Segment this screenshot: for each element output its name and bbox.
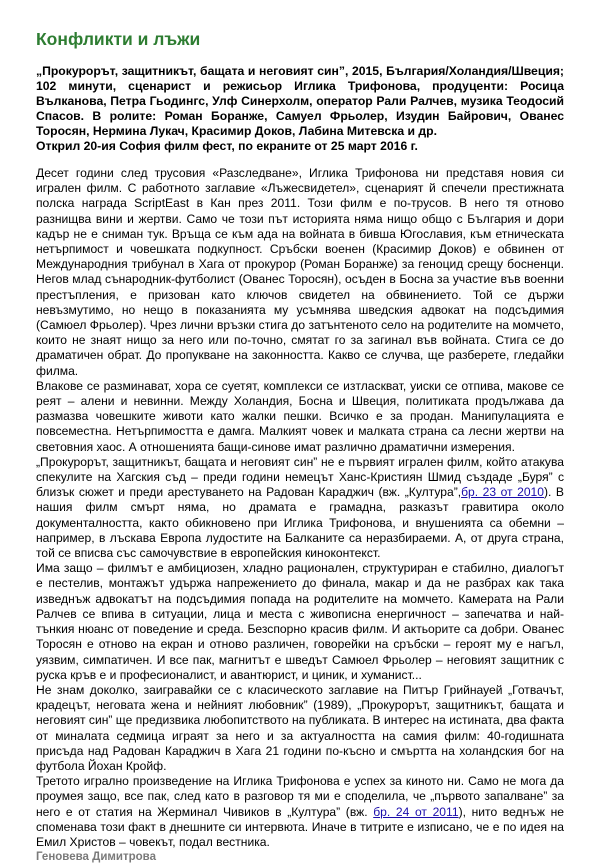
credits-details: „Прокурорът, защитникът, бащата и неговият син”, 2015, България/Холандия/Швеция; 102 минути, сценарист и режисьор Иглика Трифонова, продуценти: Росица Вълканова, Петра Гьодингс, Улф Синерхолм, оператор Рали Ралчев, музика Теодосий Спасов. В ролите: Роман Боранже, Самуел Фрьолер, Изудин Байрович, Ованес Торосян, Нермина Лукач, Красимир Доков, Лабина Митевска и др.: [36, 64, 564, 138]
paragraph-6-text-b: ), нито веднъж не споменава този факт в днешните си интервюта. Иначе в титрите е изписано, че е по идея на Емил Христов – човекът, подал вестника.: [36, 804, 564, 849]
article-title: Конфликти и лъжи: [36, 29, 201, 49]
paragraph-4: Има защо – филмът е амбициозен, хладно рационален, структуриран е стабилно, диалогът е пестелив, монтажът удържа напрежението до финала, макар и да не разбрах как така изведнъж адвокатът на подсъдимия попада на родителите на момчето. Камерата на Рали Ралчев се впива в ситуации, лица и места с живописна енергичност – запечатва и най-тънкия нюанс от поведение и среда. Безспорно красив филм. И актьорите са добри. Ованес Торосян е отново на екран и отново различен, говорейки на сръбски – героят му е нагъл, уязвим, симпатичен. И все пак, магнитът е шведът Самюел Фрьолер – неговият защитник с руска кръв е и професионалист, и авантюрист, и циник, и хуманист...: [36, 561, 564, 682]
paragraph-3-text-b: ). В нашия филм смърт няма, но драмата е грамадна, разказът гравитира около документалността, както обикновено при Иглика Трифонова, и внушенията са обемни – например, в лъскава Европа лудостите на Балканите са неразбираеми. А, от друга страна, той се вписва със самочувствие в европейския киноконтекст.: [36, 485, 564, 561]
paragraph-3: [36, 455, 564, 561]
issue-link-2010[interactable]: бр. 23 от 2010: [461, 485, 545, 500]
paragraph-6: [36, 774, 564, 850]
author-name: Геновева Димитрова: [36, 851, 156, 864]
credits-release: Открил 20-ия София филм фест, по екраните от 25 март 2016 г.: [36, 139, 418, 153]
issue-link-2011[interactable]: бр. 24 от 2011: [373, 804, 459, 819]
paragraph-1: Десет години след трусовия «Разследване», Иглика Трифонова ни представя новия си игрален филм. С работното заглавие «Лъжесвидетел», сценарият й спечели престижната полска награда ScriptEast в Кан през 2011. Този филм е по-трусов. В него тя отново разнищва вини и жертви. Само че този път историята няма нищо общо с България и дори кадър не е сниман тук. Връща се към ада на войната в бивша Югославия, към етническата нетърпимост и човешката подкупност. Сръбски военен (Красимир Доков) е обвинен от Международния трибунал в Хага от прокурор (Роман Боранже) за геноцид срещу босненци. Негов млад сънародник-футболист (Ованес Торосян), осъден в Босна за участие във военни престъпления, е призован като ключов свидетел на обвинението. Той се държи невъзмутимо, но нещо в показанията му усъмнява шведския адвокат на подсъдимия (Самюел Фрьолер). Чрез лични връзки стига до затънтеното село на родителите на момчето, които не знаят нищо за него или по-точно, смятат го за загинал във войната. Стига се до драматичен обрат. До пропукване на законността. Какво се случва, ще разберете, гледайки филма.: [36, 166, 564, 378]
paragraph-5: Не знам доколко, заигравайки се с класическото заглавие на Питър Грийнауей „Готвачът, крадецът, неговата жена и нейният любовник” (1989), „Прокурорът, защитникът, бащата и неговият син” ще предизвика любопитството на публиката. В интерес на истината, два факта от миналата седмица играят за него и за актуалността на самия филм: 40-годишната присъда над Радован Караджич в Хага 21 години по-късно и смъртта на холандския бог на футбола Йохан Кройф.: [36, 682, 564, 773]
paragraph-6-text-a: Третото игрално произведение на Иглика Трифонова е успех за киното ни. Само не мога да проумея защо, все пак, след като в разговор тя ми е споделила, че „първото запалване” за него е от статия на Жерминал Чивиков в „Култура” (вж.: [36, 774, 564, 819]
paragraph-3-text-a: „Прокурорът, защитникът, бащата и неговият син” не е първият игрален филм, който атакува спекулите на Хагския съд – преди години немецът Ханс-Кристиян Шмид създаде „Буря” с близък сюжет и преди арестуването на Радован Караджич (вж. „Култура”,: [36, 454, 564, 500]
film-credits: [36, 64, 564, 154]
paragraph-2: Влакове се разминават, хора се суетят, комплекси се изтласкват, уиски се отпива, макове се реят – алени и невинни. Между Холандия, Босна и Швеция, политиката продължава да размазва човешките животи като жалки пешки. Всичко е за продан. Манипулацията е повсеместна. Нетърпимостта е дамга. Малкият човек и малката страна са лесни жертви на световния хаос. А отношенията бащи-синове имат различно драматични измерения.: [36, 378, 564, 454]
